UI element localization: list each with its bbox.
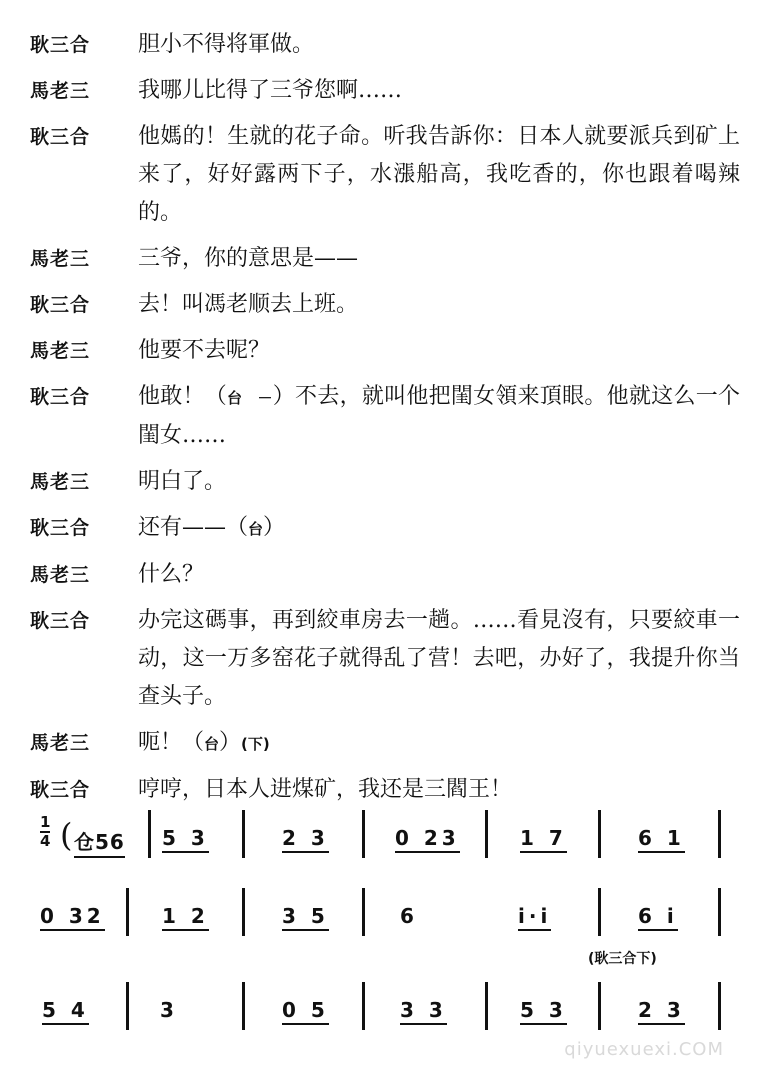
bar-line: [148, 810, 151, 858]
stage-direction-exit: (下): [241, 735, 270, 753]
bar-line: [126, 888, 129, 936]
speaker-name: 耿三合: [30, 610, 91, 632]
speaker-name: 耿三合: [30, 294, 91, 316]
dialogue-line: [30, 724, 740, 763]
score-cell: 仓56: [74, 826, 125, 858]
time-signature: [40, 814, 50, 850]
bar-line: [598, 982, 601, 1030]
speech-text: 他要不去呢？: [138, 338, 271, 363]
speech-text: 明白了。: [138, 469, 227, 494]
dialogue-line: [30, 463, 740, 501]
bar-line: [242, 982, 245, 1030]
speech-part: 呃！（: [138, 730, 205, 755]
bar-line: [362, 982, 365, 1030]
dialogue-line: [30, 286, 740, 324]
bar-line: [718, 982, 721, 1030]
music-score: [30, 810, 730, 1060]
bar-line: [242, 810, 245, 858]
speaker-name: 耿三合: [30, 34, 91, 56]
bar-line: [362, 888, 365, 936]
score-cell: 0 32: [40, 904, 105, 931]
score-cell: 3: [160, 998, 178, 1022]
speaker-name: 耿三合: [30, 126, 91, 148]
dialogue-line: [30, 26, 740, 64]
score-cell: 6 1: [638, 826, 685, 853]
time-signature-top: 1: [40, 813, 51, 831]
speaker-name: 馬老三: [30, 471, 91, 493]
speaker-name: 馬老三: [30, 248, 91, 270]
speech-part: ）: [263, 515, 286, 540]
bar-line: [718, 888, 721, 936]
score-cell: 1 7: [520, 826, 567, 853]
score-cell: 0 23: [395, 826, 460, 853]
stage-direction: 台 －: [227, 389, 273, 407]
score-row: [30, 810, 730, 880]
speech-text: 办完这碼事，再到絞車房去一趟。……看見沒有，只要絞車一动，这一万多窑花子就得乱了营！去吧，办好了，我提升你当查头子。: [138, 608, 740, 709]
speech-part: ）不去，就叫他把閨女領来頂眼。他就这么一个閨女……: [138, 384, 740, 448]
watermark-logo: qiyuexuexi.COM: [564, 1039, 724, 1060]
score-cell: i·i: [518, 904, 551, 931]
speech-part: 还有——（: [138, 515, 249, 540]
speech-text: 我哪儿比得了三爷您啊……: [138, 78, 403, 103]
bar-line: [718, 810, 721, 858]
dialogue-line: [30, 332, 740, 370]
speech-text: 去！叫馮老顺去上班。: [138, 292, 359, 317]
bar-line: [362, 810, 365, 858]
dialogue-line: [30, 72, 740, 110]
score-cell: 5 3: [520, 998, 567, 1025]
bar-line: [485, 810, 488, 858]
stage-direction: 台: [248, 520, 264, 538]
dialogue-line: [30, 602, 740, 716]
speech-text: 胆小不得将軍做。: [138, 32, 315, 57]
script-dialogue: [30, 26, 740, 817]
stage-cue: (耿三合下): [588, 951, 657, 967]
bar-line: [485, 982, 488, 1030]
speaker-name: 馬老三: [30, 340, 91, 362]
speaker-name: 馬老三: [30, 80, 91, 102]
speech-text: 他媽的！生就的花子命。听我告訴你：日本人就要派兵到矿上来了，好好露两下子，水漲船高，我吃香的，你也跟着喝辣的。: [138, 124, 740, 225]
dialogue-line: [30, 509, 740, 548]
speaker-name: 馬老三: [30, 564, 91, 586]
dialogue-line: [30, 771, 740, 809]
score-cell: 6 i: [638, 904, 678, 931]
speaker-name: 耿三合: [30, 779, 91, 801]
score-cell: 6: [400, 904, 418, 928]
speech-text: 什么？: [138, 562, 205, 587]
score-cell: 2 3: [282, 826, 329, 853]
speech-text: [138, 378, 740, 455]
score-cell: 1 2: [162, 904, 209, 931]
dialogue-line: [30, 378, 740, 455]
dialogue-line: [30, 118, 740, 232]
bar-line: [126, 982, 129, 1030]
score-cell: 3 5: [282, 904, 329, 931]
dialogue-line: [30, 240, 740, 278]
bar-line: [598, 888, 601, 936]
speech-text: 哼哼，日本人进煤矿，我还是三閻王！: [138, 777, 513, 802]
score-cell: 3 3: [400, 998, 447, 1025]
speaker-name: 馬老三: [30, 732, 91, 754]
score-cell: 0 5: [282, 998, 329, 1025]
time-signature-bottom: 4: [40, 832, 51, 850]
score-cell: 5 4: [42, 998, 89, 1025]
score-cell: 5 3: [162, 826, 209, 853]
speech-text: [138, 509, 740, 548]
speaker-name: 耿三合: [30, 386, 91, 408]
score-cell: 2 3: [638, 998, 685, 1025]
speech-part: ）: [219, 730, 242, 755]
speech-text: 三爷，你的意思是——: [138, 246, 359, 271]
speaker-name: 耿三合: [30, 517, 91, 539]
score-row: [30, 888, 730, 967]
dialogue-line: [30, 556, 740, 594]
bar-line: [598, 810, 601, 858]
speech-text: [138, 724, 740, 763]
stage-direction: 台: [204, 735, 220, 753]
opening-paren: (: [60, 816, 73, 854]
bar-line: [242, 888, 245, 936]
speech-part: 他敢！（: [138, 384, 228, 409]
